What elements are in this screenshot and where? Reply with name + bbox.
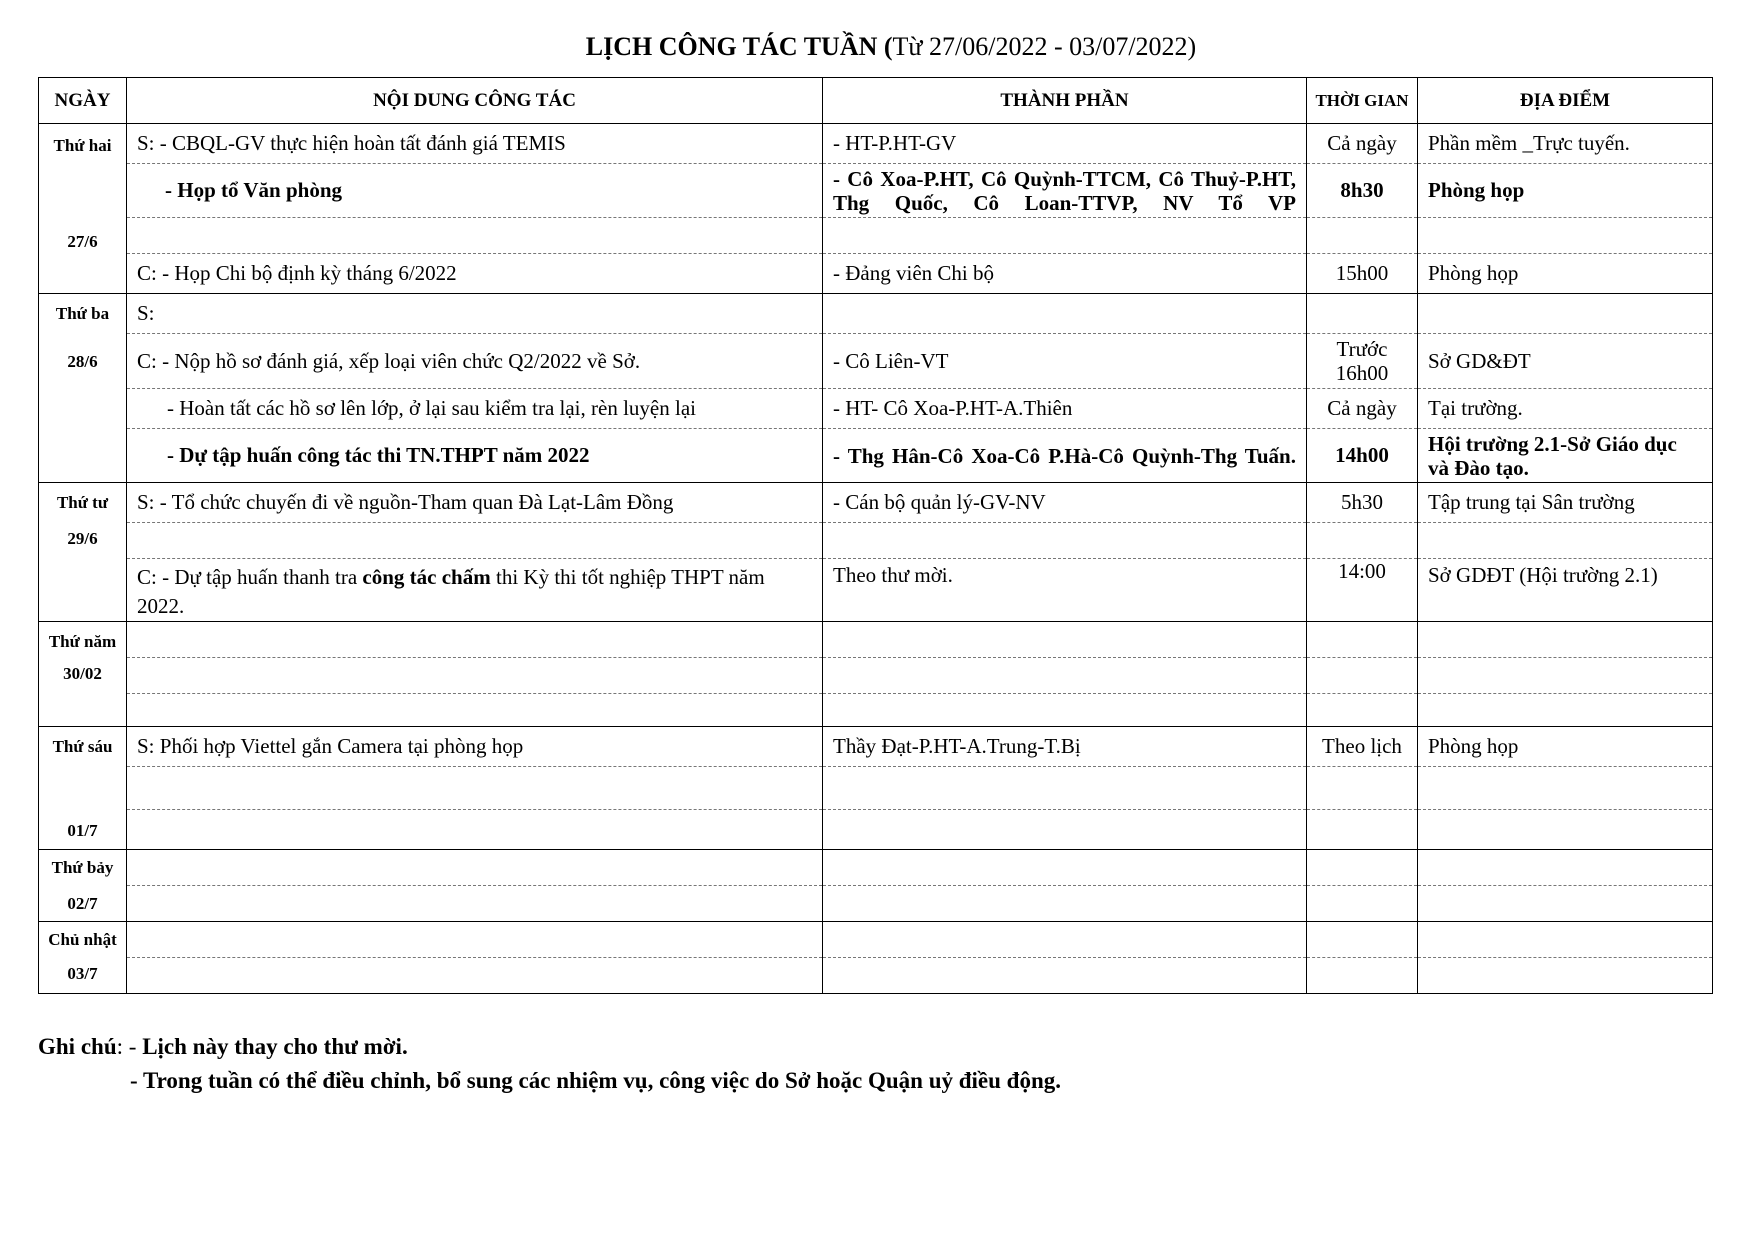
time-cell: 8h30 bbox=[1307, 164, 1418, 218]
place-cell bbox=[1418, 958, 1713, 994]
table-row bbox=[39, 483, 1713, 523]
content-text: thi Kỳ thi tốt nghiệp THPT năm 2022. bbox=[137, 565, 765, 618]
table-row bbox=[39, 850, 1713, 886]
title-main: LỊCH CÔNG TÁC TUẦN ( bbox=[585, 32, 893, 61]
time-cell: Cả ngày bbox=[1307, 389, 1418, 429]
note-label: Ghi chú bbox=[38, 1034, 117, 1059]
time-cell bbox=[1307, 850, 1418, 886]
day-date: 28/6 bbox=[67, 352, 98, 371]
place-cell bbox=[1418, 622, 1713, 658]
header-content: NỘI DUNG CÔNG TÁC bbox=[127, 78, 823, 124]
content-cell bbox=[127, 218, 823, 254]
content-cell bbox=[127, 810, 823, 850]
place-cell bbox=[1418, 523, 1713, 559]
place-cell bbox=[1418, 694, 1713, 727]
note-colon: : - bbox=[116, 1034, 137, 1059]
content-cell: S: - Tổ chức chuyến đi về nguồn-Tham quan Đà Lạt-Lâm Đồng bbox=[127, 483, 823, 523]
table-row bbox=[39, 523, 1713, 559]
header-day: NGÀY bbox=[39, 78, 127, 124]
time-cell bbox=[1307, 294, 1418, 334]
content-cell: - Họp tổ Văn phòng bbox=[127, 164, 823, 218]
content-cell: S: bbox=[127, 294, 823, 334]
day-name: Thứ năm bbox=[48, 632, 117, 651]
members-cell bbox=[823, 958, 1307, 994]
place-cell: Sở GDĐT (Hội trường 2.1) bbox=[1418, 559, 1713, 622]
time-cell bbox=[1307, 523, 1418, 559]
place-cell: Hội trường 2.1-Sở Giáo dục và Đào tạo. bbox=[1418, 429, 1713, 483]
time-line: Trước bbox=[1336, 337, 1388, 361]
time-cell bbox=[1307, 767, 1418, 810]
content-cell: - Hoàn tất các hồ sơ lên lớp, ở lại sau kiểm tra lại, rèn luyện lại bbox=[127, 389, 823, 429]
note-line-2: - Trong tuần có thể điều chỉnh, bổ sung các nhiệm vụ, công việc do Sở hoặc Quận uỷ điều động. bbox=[130, 1068, 1062, 1093]
table-row bbox=[39, 294, 1713, 334]
day-name: Thứ bảy bbox=[51, 858, 114, 877]
schedule-table bbox=[38, 77, 1713, 994]
content-bold-text: công tác chấm bbox=[362, 565, 491, 589]
time-cell bbox=[1307, 694, 1418, 727]
table-row bbox=[39, 389, 1713, 429]
members-cell bbox=[823, 658, 1307, 694]
time-cell: Cả ngày bbox=[1307, 124, 1418, 164]
table-row bbox=[39, 658, 1713, 694]
place-cell bbox=[1418, 922, 1713, 958]
place-cell bbox=[1418, 767, 1713, 810]
time-cell: Theo lịch bbox=[1307, 727, 1418, 767]
day-name: Thứ ba bbox=[55, 304, 110, 323]
time-cell: 14h00 bbox=[1307, 429, 1418, 483]
members-cell: Thầy Đạt-P.HT-A.Trung-T.Bị bbox=[823, 727, 1307, 767]
place-cell: Phần mềm _Trực tuyến. bbox=[1418, 124, 1713, 164]
day-date: 30/02 bbox=[63, 664, 102, 683]
day-date: 29/6 bbox=[67, 529, 98, 548]
content-cell: C: - Nộp hồ sơ đánh giá, xếp loại viên chức Q2/2022 về Sở. bbox=[127, 334, 823, 389]
time-cell: 14:00 bbox=[1307, 559, 1418, 622]
table-row bbox=[39, 922, 1713, 958]
content-cell: - Dự tập huấn công tác thi TN.THPT năm 2022 bbox=[127, 429, 823, 483]
time-cell bbox=[1307, 334, 1418, 389]
table-row bbox=[39, 254, 1713, 294]
day-date: 02/7 bbox=[67, 894, 98, 913]
table-row bbox=[39, 727, 1713, 767]
members-cell bbox=[823, 218, 1307, 254]
members-cell: - HT-P.HT-GV bbox=[823, 124, 1307, 164]
members-cell: - Đảng viên Chi bộ bbox=[823, 254, 1307, 294]
day-date: 27/6 bbox=[67, 232, 98, 251]
members-cell: - Cô Liên-VT bbox=[823, 334, 1307, 389]
title-date-range: Từ 27/06/2022 - 03/07/2022) bbox=[892, 32, 1197, 61]
day-name: Thứ sáu bbox=[52, 737, 113, 756]
table-row bbox=[39, 958, 1713, 994]
table-row bbox=[39, 559, 1713, 622]
time-cell bbox=[1307, 218, 1418, 254]
content-cell: S: - CBQL-GV thực hiện hoàn tất đánh giá TEMIS bbox=[127, 124, 823, 164]
members-cell: - Thg Hân-Cô Xoa-Cô P.Hà-Cô Quỳnh-Thg Tuấn. bbox=[823, 429, 1307, 483]
time-cell: 15h00 bbox=[1307, 254, 1418, 294]
place-cell: Tại trường. bbox=[1418, 389, 1713, 429]
time-cell bbox=[1307, 622, 1418, 658]
place-cell bbox=[1418, 218, 1713, 254]
place-cell: Phòng họp bbox=[1418, 727, 1713, 767]
content-cell bbox=[127, 767, 823, 810]
members-cell bbox=[823, 922, 1307, 958]
place-cell: Sở GD&ĐT bbox=[1418, 334, 1713, 389]
day-date: 03/7 bbox=[67, 964, 98, 983]
members-cell bbox=[823, 523, 1307, 559]
note-line-1 bbox=[38, 1030, 408, 1064]
place-cell: Tập trung tại Sân trường bbox=[1418, 483, 1713, 523]
table-row bbox=[39, 334, 1713, 389]
day-cell-sunday bbox=[39, 922, 127, 994]
content-cell bbox=[127, 523, 823, 559]
time-line: 16h00 bbox=[1335, 361, 1389, 385]
header-members: THÀNH PHẦN bbox=[823, 78, 1307, 124]
content-cell bbox=[127, 850, 823, 886]
day-cell-saturday bbox=[39, 850, 127, 922]
members-cell: - HT- Cô Xoa-P.HT-A.Thiên bbox=[823, 389, 1307, 429]
members-cell bbox=[823, 810, 1307, 850]
day-cell-monday bbox=[39, 124, 127, 294]
table-row bbox=[39, 429, 1713, 483]
place-cell bbox=[1418, 810, 1713, 850]
table-row bbox=[39, 694, 1713, 727]
table-row bbox=[39, 886, 1713, 922]
place-cell bbox=[1418, 850, 1713, 886]
day-cell-thursday bbox=[39, 622, 127, 727]
table-row bbox=[39, 767, 1713, 810]
content-cell bbox=[127, 922, 823, 958]
place-cell: Phòng họp bbox=[1418, 164, 1713, 218]
content-cell bbox=[127, 622, 823, 658]
content-cell bbox=[127, 958, 823, 994]
day-name: Chủ nhật bbox=[48, 930, 117, 949]
table-row bbox=[39, 810, 1713, 850]
members-cell bbox=[823, 694, 1307, 727]
header-row bbox=[39, 78, 1713, 124]
time-cell bbox=[1307, 958, 1418, 994]
content-cell bbox=[127, 658, 823, 694]
header-time: THỜI GIAN bbox=[1307, 78, 1418, 124]
time-cell bbox=[1307, 922, 1418, 958]
place-cell bbox=[1418, 886, 1713, 922]
members-cell: - Cô Xoa-P.HT, Cô Quỳnh-TTCM, Cô Thuỷ-P.HT, Thg Quốc, Cô Loan-TTVP, NV Tổ VP bbox=[823, 164, 1307, 218]
table-row bbox=[39, 124, 1713, 164]
members-cell bbox=[823, 886, 1307, 922]
members-cell: Theo thư mời. bbox=[823, 559, 1307, 622]
members-cell bbox=[823, 622, 1307, 658]
place-cell bbox=[1418, 294, 1713, 334]
time-cell: 5h30 bbox=[1307, 483, 1418, 523]
note-text-1: Lịch này thay cho thư mời. bbox=[136, 1034, 408, 1059]
table-row bbox=[39, 218, 1713, 254]
content-text: C: - Dự tập huấn thanh tra bbox=[137, 565, 363, 589]
table-row bbox=[39, 622, 1713, 658]
members-cell bbox=[823, 850, 1307, 886]
content-cell: C: - Họp Chi bộ định kỳ tháng 6/2022 bbox=[127, 254, 823, 294]
place-cell bbox=[1418, 658, 1713, 694]
day-name: Thứ tư bbox=[56, 493, 109, 512]
page-title bbox=[0, 30, 1754, 64]
time-cell bbox=[1307, 658, 1418, 694]
members-cell bbox=[823, 767, 1307, 810]
members-cell: - Cán bộ quản lý-GV-NV bbox=[823, 483, 1307, 523]
content-cell bbox=[127, 559, 823, 622]
table-row bbox=[39, 164, 1713, 218]
time-cell bbox=[1307, 810, 1418, 850]
day-cell-wednesday bbox=[39, 483, 127, 622]
content-cell: S: Phối hợp Viettel gắn Camera tại phòng họp bbox=[127, 727, 823, 767]
content-cell bbox=[127, 886, 823, 922]
day-cell-friday bbox=[39, 727, 127, 850]
day-cell-tuesday bbox=[39, 294, 127, 483]
day-name: Thứ hai bbox=[53, 136, 112, 155]
place-cell: Phòng họp bbox=[1418, 254, 1713, 294]
time-cell bbox=[1307, 886, 1418, 922]
content-cell bbox=[127, 694, 823, 727]
members-cell bbox=[823, 294, 1307, 334]
header-place: ĐỊA ĐIỂM bbox=[1418, 78, 1713, 124]
day-date: 01/7 bbox=[67, 821, 98, 840]
